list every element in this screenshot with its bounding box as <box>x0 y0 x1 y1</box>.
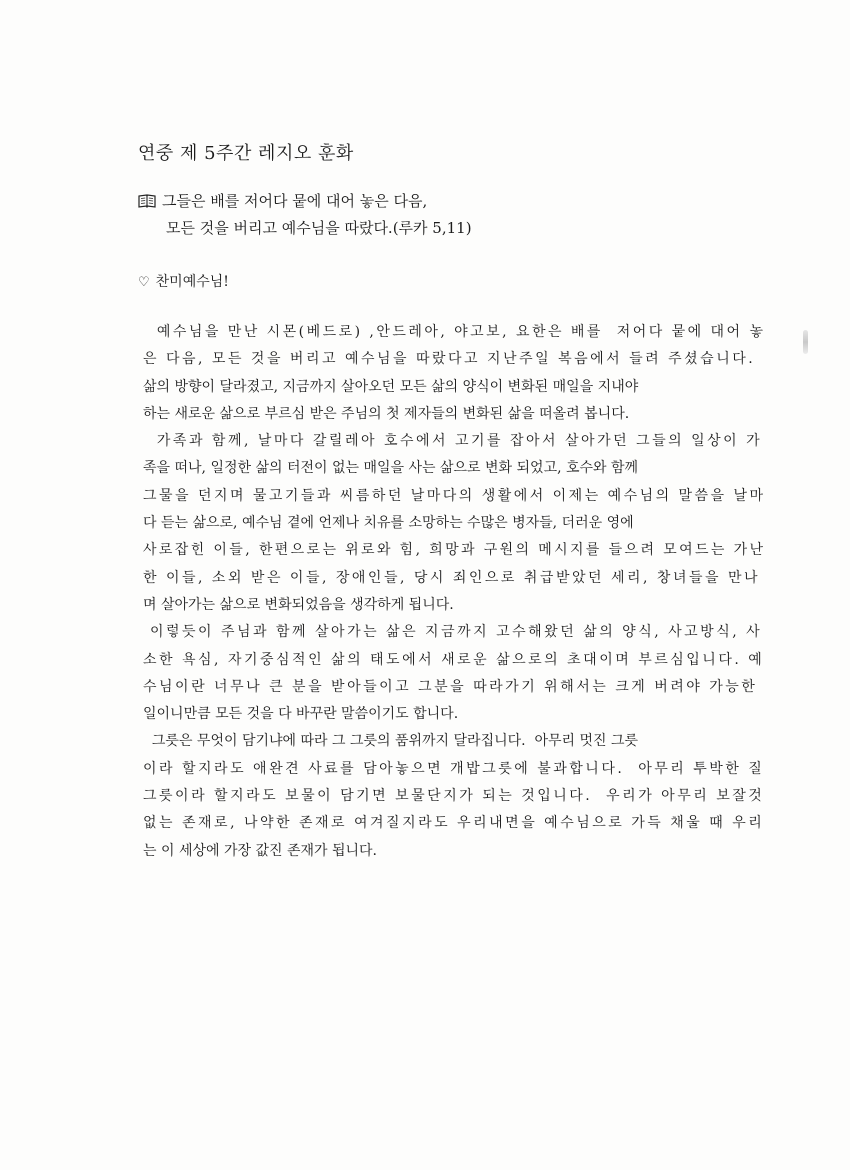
body-line: 가족과 함께, 날마다 갈릴레아 호수에서 고기를 잡아서 살아가던 그들의 일상이 가 <box>143 433 763 450</box>
heart-outline-icon: ♡ <box>138 275 150 290</box>
sermon-body <box>143 319 766 865</box>
body-line: 이렇듯이 주님과 함께 살아가는 삶은 지금까지 고수해왔던 삶의 양식, 사고방식, 사 <box>143 624 763 641</box>
body-line: 며 살아가는 삶으로 변화되었음을 생각하게 됩니다. <box>143 596 454 613</box>
body-line: 다 듣는 삶으로, 예수님 곁에 언제나 치유를 소망하는 수많은 병자들, 더러운 영에 <box>143 515 634 532</box>
body-line: 그릇은 무엇이 담기냐에 따라 그 그릇의 품위까지 달라집니다. 아무리 멋진 그릇 <box>143 733 639 750</box>
body-line: 예수님을 만난 시몬(베드로) ,안드레아, 야고보, 요한은 배를 저어다 뭍에 대어 놓 <box>143 324 766 340</box>
body-line: 사로잡힌 이들, 한편으로는 위로와 힘, 희망과 구원의 메시지를 들으려 모여드는 가난 <box>143 542 766 559</box>
body-line: 소한 욕심, 자기중심적인 삶의 태도에서 새로운 삶으로의 초대이며 부르심입니다. 예 <box>143 651 765 668</box>
body-line: 없는 존재로, 나약한 존재로 여겨질지라도 우리내면을 예수님으로 가득 채울 때 우리 <box>143 815 765 832</box>
document-title: 연중 제 5주간 레지오 훈화 <box>138 143 354 164</box>
open-book-icon <box>138 194 156 208</box>
body-line: 수님이란 너무나 큰 분을 받아들이고 그분을 따라가기 위해서는 크게 버려야 가능한 <box>143 678 758 695</box>
verse-line-2: 모든 것을 버리고 예수님을 따랐다.(루카 5,11) <box>166 219 472 237</box>
scripture-verse <box>138 188 472 242</box>
body-line: 는 이 세상에 가장 값진 존재가 됩니다. <box>143 842 378 859</box>
body-line: 그릇이라 할지라도 보물이 담기면 보물단지가 되는 것입니다. 우리가 아무리 보잘것 <box>143 788 765 805</box>
scan-speck <box>803 330 808 354</box>
body-line: 그물을 던지며 물고기들과 씨름하던 날마다의 생활에서 이제는 예수님의 말씀을 날마 <box>143 487 766 504</box>
body-line: 삶의 방향이 달라졌고, 지금까지 살아오던 모든 삶의 양식이 변화된 매일을 지내야 <box>143 378 639 395</box>
body-line: 족을 떠나, 일정한 삶의 터전이 없는 매일을 사는 삶으로 변화 되었고, 호수와 함께 <box>143 460 639 477</box>
body-line: 이라 할지라도 애완견 사료를 담아놓으면 개밥그릇에 불과합니다. 아무리 투박한 질 <box>143 760 765 777</box>
acclamation <box>138 271 229 291</box>
body-line: 하는 새로운 삶으로 부르심 받은 주님의 첫 제자들의 변화된 삶을 떠올려 봅니다. <box>143 405 630 422</box>
body-line: 한 이들, 소외 받은 이들, 장애인들, 당시 죄인으로 취급받았던 세리, 창녀들을 만나 <box>143 569 761 586</box>
body-line: 일이니만큼 모든 것을 다 바꾸란 말씀이기도 합니다. <box>143 706 459 723</box>
acclamation-text: 찬미예수님! <box>155 274 229 290</box>
verse-text-1: 그들은 배를 저어다 뭍에 대어 놓은 다음, <box>162 192 428 210</box>
body-line: 은 다음, 모든 것을 버리고 예수님을 따랐다고 지난주일 복음에서 들려 주셨습니다. <box>143 351 756 368</box>
verse-line-1 <box>138 188 472 215</box>
